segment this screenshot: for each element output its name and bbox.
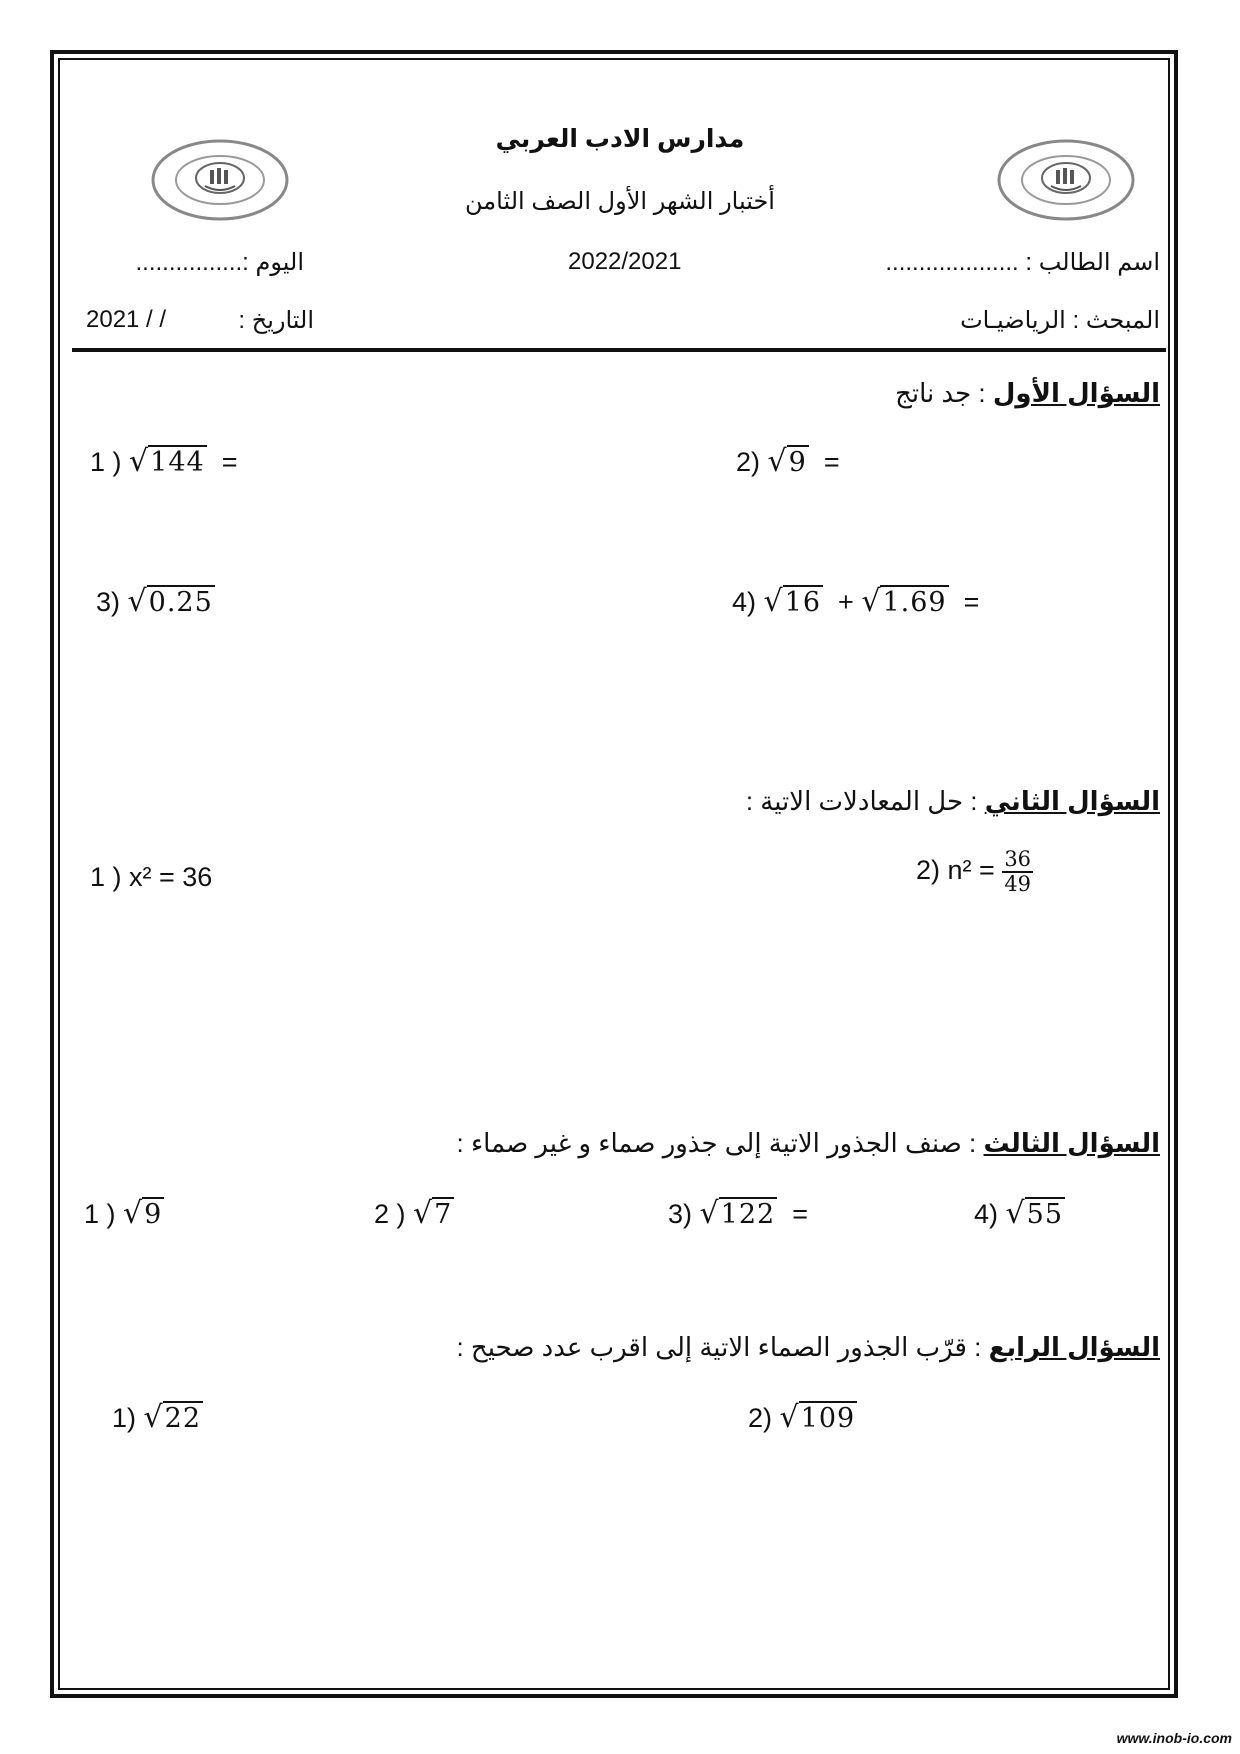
school-name: مدارس الادب العربي	[495, 125, 745, 153]
footer-site: www.inob-io.com	[1116, 1730, 1232, 1746]
date-label: التاريخ :	[238, 307, 314, 334]
q3-item-3: 3) √122 =	[668, 1196, 808, 1231]
q3-title	[457, 1128, 1161, 1159]
q3-item-4: 4) √55	[974, 1196, 1064, 1231]
q2-title	[746, 786, 1160, 817]
q2-label: السؤال الثاني	[984, 786, 1160, 816]
q2-text: : حل المعادلات الاتية :	[745, 786, 978, 816]
q3-text: : صنف الجذور الاتية إلى جذور صماء و غير صماء :	[456, 1128, 977, 1158]
q4-title	[456, 1332, 1160, 1363]
exam-title: أختبار الشهر الأول الصف الثامن	[465, 188, 775, 215]
q4-item-1: 1) √22	[112, 1400, 202, 1435]
q1-text: : جد ناتج	[895, 378, 986, 408]
q1-item-4: 4) √16 + √1.69 =	[732, 584, 980, 619]
q1-item-3: 3) √0.25	[96, 584, 213, 619]
date-value: 2021 / /	[86, 306, 167, 333]
q2-item-1: 1 ) x² = 36	[90, 862, 213, 892]
day-field: اليوم :................	[135, 249, 304, 276]
q4-item-2: 2) √109	[748, 1400, 856, 1435]
q4-label: السؤال الرابع	[988, 1332, 1160, 1362]
q2-item-2: 2) n² = $\frac{36}{49}$	[916, 847, 1032, 897]
q4-text: : قرّب الجذور الصماء الاتية إلى اقرب عدد صحيح :	[456, 1332, 982, 1362]
subject-field: المبحث : الرياضيـات	[960, 307, 1160, 334]
q3-item-1: 1 ) √9	[84, 1196, 163, 1231]
q1-title	[895, 378, 1160, 409]
q1-item-1: 1 ) √144 =	[90, 444, 238, 479]
q3-label: السؤال الثالث	[983, 1128, 1160, 1158]
school-year: 2022/2021	[568, 248, 682, 275]
q1-label: السؤال الأول	[992, 378, 1160, 408]
student-name-field: اسم الطالب : ....................	[885, 249, 1160, 276]
q3-item-2: 2 ) √7	[374, 1196, 453, 1231]
header-divider	[72, 348, 1166, 352]
q1-item-2: 2) √9 =	[736, 444, 840, 479]
